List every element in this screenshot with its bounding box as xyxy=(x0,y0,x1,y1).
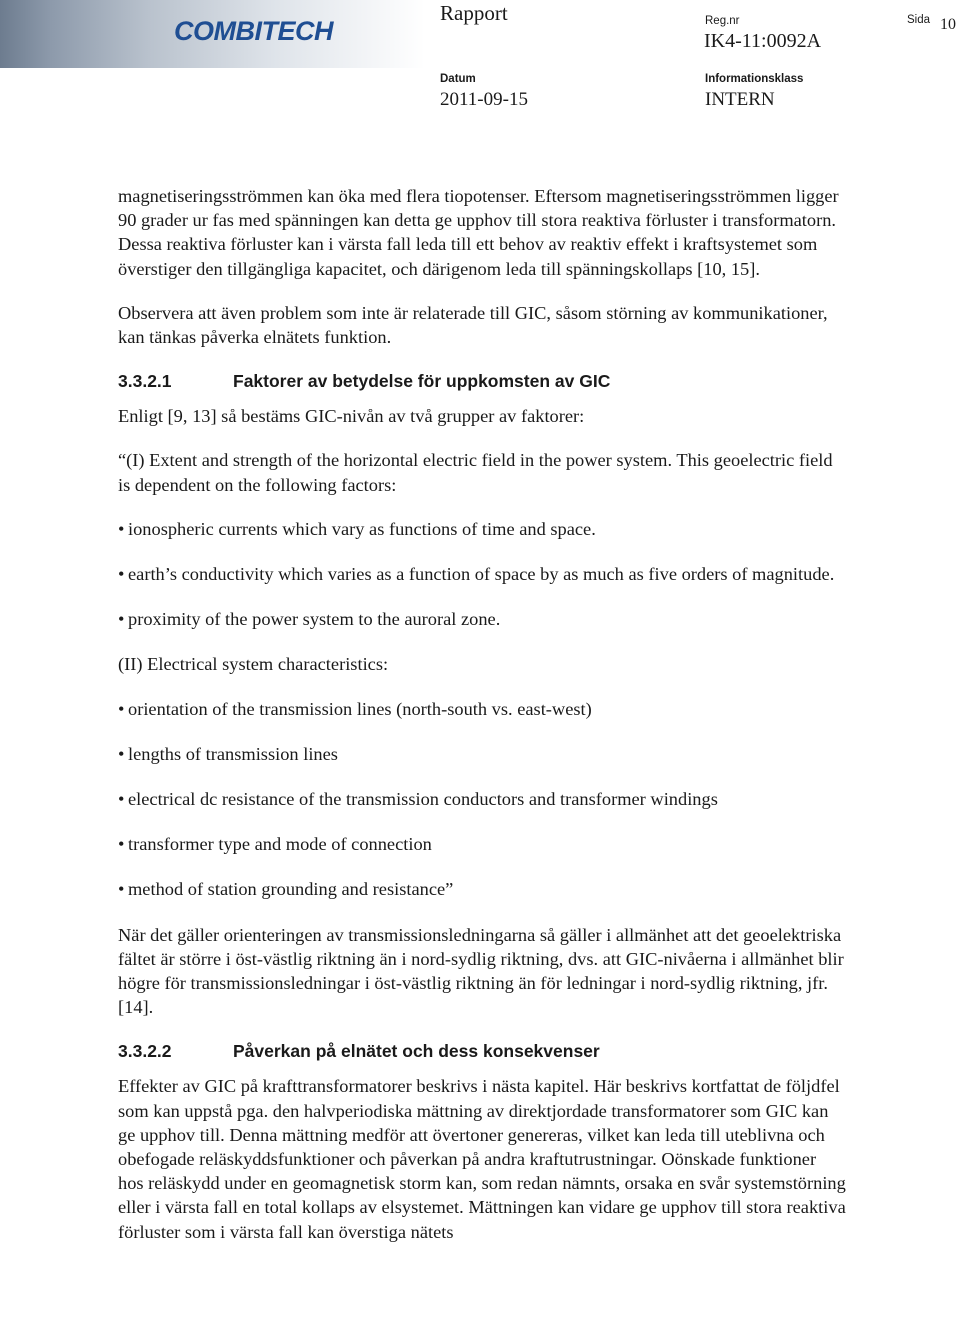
bullet-icon: • xyxy=(118,834,125,855)
section-title: Påverkan på elnätet och dess konsekvenser xyxy=(233,1041,600,1062)
paragraph: (II) Electrical system characteristics: xyxy=(118,654,389,675)
classification-value: INTERN xyxy=(705,89,775,110)
regnr-label: Reg.nr xyxy=(705,15,740,27)
bullet-icon: • xyxy=(118,789,125,810)
page-label: Sida xyxy=(907,14,931,26)
list-item xyxy=(118,562,846,586)
list-item-text: ionospheric currents which vary as functions of time and space. xyxy=(128,518,596,539)
bullet-icon: • xyxy=(118,743,125,764)
list-item-text: earth’s conductivity which varies as a function of space by as much as five orders of magnitude. xyxy=(128,564,835,585)
list-item xyxy=(118,697,846,721)
paragraph: Effekter av GIC på krafttransformatorer beskrivs i nästa kapitel. Här beskrivs kortfattat de följdfel som kan uppstå pga. den halvperiodiska mättning av direktjordade transformatorer som GIC kan ge upphov till. Denna mättning medför att övertoner genereras, vilket kan leda till uteblivna och obefogade reläskyddsfunktioner och påverkan på andra kraftutrustningar. Oönskade funktioner hos reläskydd under en geomagnetisk storm kan, som redan nämnts, orsaka en svår systemstörning eller i värsta fall en total kollaps av elsystemet. Mättningen kan vidare ge upphov till stora reaktiva förluster som i värsta fall kan överstiga nätets xyxy=(118,1076,846,1242)
list-item-text: lengths of transmission lines xyxy=(128,743,338,764)
section-heading xyxy=(118,369,846,393)
date-label: Datum xyxy=(440,73,476,85)
list-item-text: orientation of the transmission lines (north-south vs. east-west) xyxy=(128,698,592,719)
regnr-value: IK4-11:0092A xyxy=(704,30,822,52)
bullet-icon: • xyxy=(118,698,125,719)
classification-label: Informationsklass xyxy=(705,73,804,85)
logo-banner xyxy=(0,0,425,68)
document-body xyxy=(118,184,846,1264)
section-number: 3.3.2.1 xyxy=(118,371,172,392)
paragraph: När det gäller orienteringen av transmissionsledningarna så gäller i allmänhet att det geoelektriska fältet är större i öst-västlig riktning än i nord-sydlig riktning, dvs. att GIC-nivåerna i allmänhet blir högre för transmissionsledningar i öst-västlig riktning än för ledningar i nord-sydlig riktning, jfr. [14]. xyxy=(118,924,844,1018)
list-item xyxy=(118,787,846,811)
paragraph: Observera att även problem som inte är relaterade till GIC, såsom störning av kommunikationer, kan tänkas påverka elnätets funktion. xyxy=(118,302,828,348)
list-item xyxy=(118,877,846,901)
list-item-text: method of station grounding and resistance” xyxy=(128,879,454,900)
date-value: 2011-09-15 xyxy=(440,89,528,110)
paragraph: Enligt [9, 13] så bestäms GIC-nivån av två grupper av faktorer: xyxy=(118,406,585,427)
section-title: Faktorer av betydelse för uppkomsten av GIC xyxy=(233,371,611,392)
document-type: Rapport xyxy=(440,1,508,25)
list-item xyxy=(118,832,846,856)
paragraph: magnetiseringsströmmen kan öka med flera tiopotenser. Eftersom magnetiseringsströmmen ligger 90 grader ur fas med spänningen kan detta ge upphov till stora reaktiva förluster i transformatorn. Dessa reaktiva förluster kan i värsta fall leda till ett behov av reaktiv effekt i kraftsystemet som överstiger den tillgängliga kapacitet, och därigenom leda till spänningskollaps [10, 15]. xyxy=(118,186,839,279)
bullet-icon: • xyxy=(118,518,125,539)
list-item xyxy=(118,517,846,541)
list-item xyxy=(118,607,846,631)
list-item xyxy=(118,742,846,766)
page-number: 10 xyxy=(940,16,956,33)
bullet-icon: • xyxy=(118,564,125,585)
list-item-text: electrical dc resistance of the transmission conductors and transformer windings xyxy=(128,789,718,810)
quote-paragraph: “(I) Extent and strength of the horizontal electric field in the power system. This geoelectric field is dependent on the following factors: xyxy=(118,450,833,495)
bullet-icon: • xyxy=(118,609,125,630)
bullet-icon: • xyxy=(118,879,125,900)
section-heading xyxy=(118,1039,846,1063)
list-item-text: proximity of the power system to the auroral zone. xyxy=(128,609,501,630)
section-number: 3.3.2.2 xyxy=(118,1041,172,1062)
company-logo: COMBITECH xyxy=(174,16,333,46)
list-item-text: transformer type and mode of connection xyxy=(128,834,432,855)
